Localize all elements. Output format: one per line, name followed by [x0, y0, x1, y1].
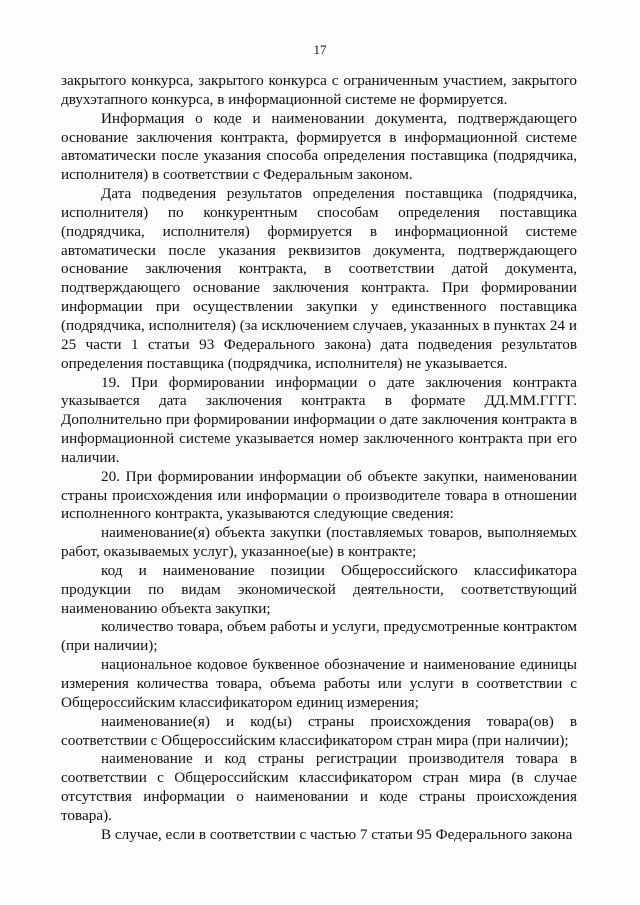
- page-number: 17: [313, 42, 327, 57]
- list-item-unit-code: национальное кодовое буквенное обозначение и наименование единицы измерения количества товара, объема работы или услуги в соответствии с Общероссийским классификатором единиц измерения;: [61, 656, 577, 711]
- document-body: [61, 72, 577, 845]
- list-item-manufacturer-country: наименование и код страны регистрации производителя товара в соответствии с Общероссийским классификатором стран мира (в случае отсутствия информации о наименовании и коде страны происхождения товара).: [61, 750, 577, 824]
- paragraph-final: В случае, если в соответствии с частью 7 статьи 95 Федерального закона: [101, 825, 573, 843]
- list-item-classifier-code: код и наименование позиции Общероссийского классификатора продукции по видам экономической деятельности, соответствующий наименованию объекта закупки;: [61, 561, 577, 617]
- paragraph-document-code: Информация о коде и наименовании документа, подтверждающего основание заключения контракта, формируется в информационной системе автоматически после указания способа определения поставщика (подрядчика, исполнителя) в соответствии с Федеральным законом.: [61, 109, 577, 184]
- list-item-origin-country: наименование(я) и код(ы) страны происхождения товара(ов) в соответствии с Общероссийским классификатором стран мира (при наличии);: [61, 712, 577, 749]
- paragraph-item-20: 20. При формировании информации об объекте закупки, наименовании страны происхождения или информации о производителе товара в отношении исполненного контракта, указываются следующие сведения:: [61, 467, 577, 523]
- list-item-quantity: количество товара, объем работы и услуги, предусмотренные контрактом (при наличии);: [61, 618, 577, 655]
- paragraph-item-19: 19. При формировании информации о дате заключения контракта указывается дата заключения контракта в формате ДД.ММ.ГГГГ. Дополнительно при формировании информации о дате заключения контракта в информационной системе указывается номер заключенного контракта при его наличии.: [61, 373, 577, 466]
- paragraph-result-date: Дата подведения результатов определения поставщика (подрядчика, исполнителя) по конкурентным способам определения поставщика (подрядчика, исполнителя) формируется в информационной системе автоматически после указания реквизитов документа, подтверждающего основание заключения контракта, в соответствии датой документа, подтверждающего основание заключения контракта. При формировании информации при осуществлении закупки у единственного поставщика (подрядчика, исполнителя) (за исключением случаев, указанных в пунктах 24 и 25 части 1 статьи 93 Федерального закона) дата подведения результатов определения поставщика (подрядчика, исполнителя) не указывается.: [61, 185, 577, 372]
- list-item-object-name: наименование(я) объекта закупки (поставляемых товаров, выполняемых работ, оказываемых услуг), указанное(ые) в контракте;: [61, 524, 577, 561]
- paragraph-continuation: закрытого конкурса, закрытого конкурса с ограниченным участием, закрытого двухэтапного конкурса, в информационной системе не формируется.: [61, 72, 577, 108]
